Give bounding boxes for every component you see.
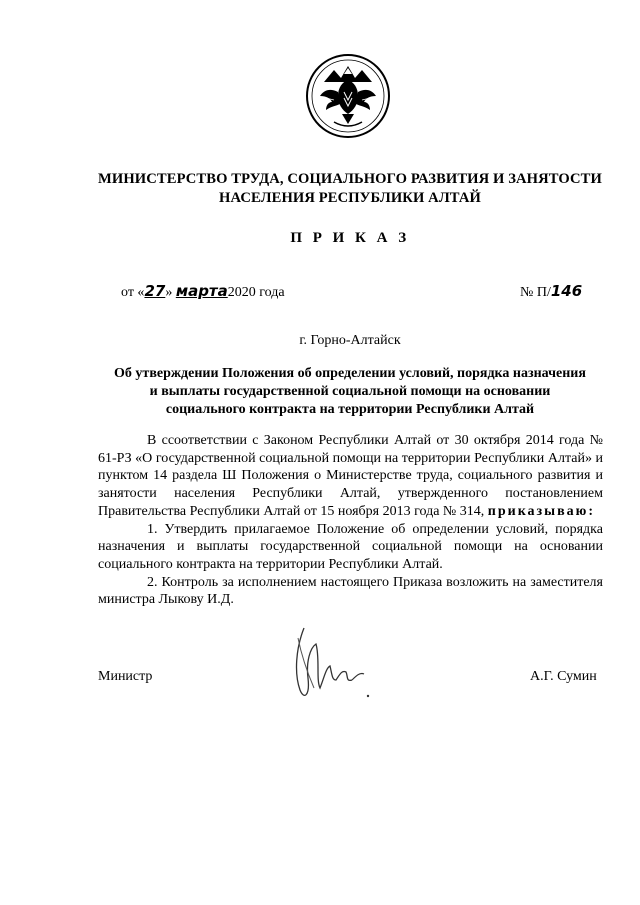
subject-line2: и выплаты государственной социальной помощи на основании <box>149 384 551 399</box>
date-mid: » <box>165 285 173 300</box>
handwritten-signature-icon <box>286 618 386 708</box>
subject-line3: социального контракта на территории Республики Алтай <box>165 402 535 417</box>
subject-line1: Об утверждении Положения об определении условий, порядка назначения <box>114 366 586 381</box>
order-city: г. Горно-Алтайск <box>299 333 401 348</box>
date-prefix: от « <box>121 285 145 300</box>
date-month: марта <box>175 282 228 300</box>
preamble-paragraph <box>98 432 603 521</box>
order-number <box>520 282 582 301</box>
ministry-heading-line1: МИНИСТЕРСТВО ТРУДА, СОЦИАЛЬНОГО РАЗВИТИЯ И ЗАНЯТОСТИ <box>98 171 602 187</box>
number-value: 146 <box>550 282 583 300</box>
altai-coat-of-arms-icon <box>304 52 392 140</box>
order-subject <box>95 365 605 419</box>
item-2: 2. Контроль за исполнением настоящего Приказа возложить на заместителя министра Лыкову И.Д. <box>98 574 603 608</box>
order-body <box>98 432 603 609</box>
command-word: приказываю: <box>487 503 596 519</box>
date-suffix: 2020 года <box>227 285 285 300</box>
ministry-heading-line2: НАСЕЛЕНИЯ РЕСПУБЛИКИ АЛТАЙ <box>219 190 481 206</box>
preamble-text: В ссоответствии с Законом Республики Алтай от 30 октября 2014 года № 61-РЗ «О государственной социальной помощи на территории Республики Алтай» и пунктом 14 раздела Ш Положения о Министерстве труда, социального развития и занятости населения Республики Алтай, утвержденного постановлением Правительства Республики Алтай от 15 ноября 2013 года № 314, <box>98 433 603 519</box>
order-title: П Р И К А З <box>290 230 410 246</box>
item-1: 1. Утвердить прилагаемое Положение об определении условий, порядка назначения и выплаты государственной социальной помощи на основании социального контракта на территории Республики Алтай. <box>98 521 603 572</box>
signer-position: Министр <box>98 669 153 684</box>
date-day: 27 <box>144 282 166 300</box>
number-prefix: № П/ <box>520 285 551 300</box>
signer-name: А.Г. Сумин <box>530 669 597 684</box>
order-date <box>121 282 285 301</box>
ministry-heading <box>40 170 640 208</box>
